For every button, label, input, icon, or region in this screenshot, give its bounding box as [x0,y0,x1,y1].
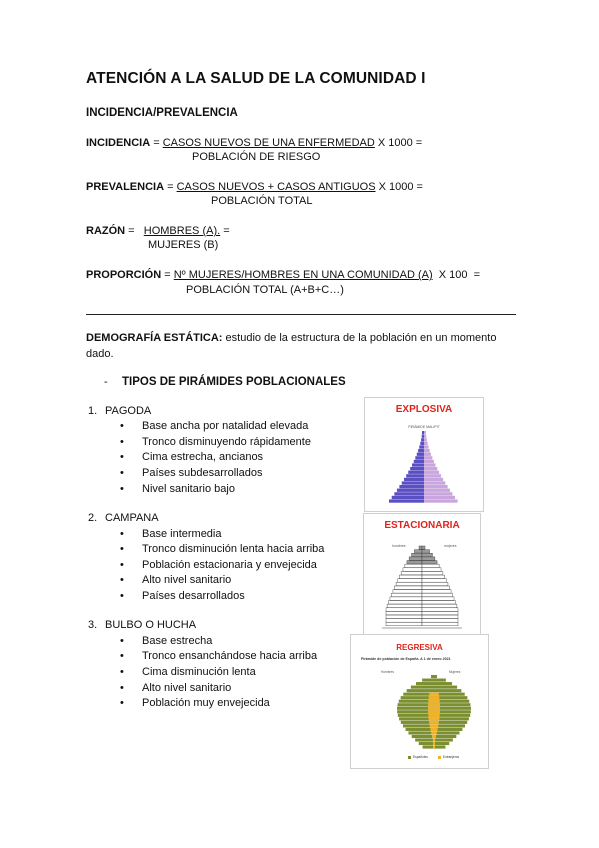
pyramid-bar-foreign [430,728,437,731]
pyramid-bar-male [386,611,422,614]
formula-numerator: Nº MUJERES/HOMBRES EN UNA COMUNIDAD (A) [173,269,433,281]
pyramid-bar-male [401,721,434,724]
bullet-item: • Población estacionaria y envejecida [122,559,317,571]
legend-extranjeros: Extranjeros [443,755,460,759]
legend-swatch-espanoles [408,756,411,759]
pyramid-bar-male [412,735,434,738]
pyramid-bar-female [422,582,448,585]
pyramid-bar-male [389,601,422,604]
pyramid-bar-foreign [428,710,440,713]
equals: = [164,181,177,193]
pyramid-bar-male [399,575,422,578]
pyramid-bar-female [422,608,458,611]
bullet-item: • Países desarrollados [122,590,245,602]
equals: = [150,137,163,149]
pyramid-bar-foreign [429,721,439,724]
pyramid-bar-male [391,593,422,596]
pyramid-bar-male [386,622,422,625]
pyramid-bar-male [392,496,424,499]
pyramid-bar-female [422,597,454,600]
section-heading-incidencia-prevalencia: INCIDENCIA/PREVALENCIA [86,107,238,119]
pyramid-bar-female [424,442,428,445]
pyramid-bar-female [422,586,450,589]
pyramid-bar-male [419,546,422,549]
pyramid-bar-male [419,445,424,448]
pyramid-bar-male [418,449,424,452]
pyramid-bar-foreign [432,735,436,738]
pyramid-bar-male [403,724,434,727]
pyramid-bar-female [422,590,451,593]
formula-numerator: HOMBRES (A). [143,225,221,237]
pyramid-bar-foreign [429,717,440,720]
pyramid-bar-female [422,615,458,618]
pyramid-bar-male [386,619,422,622]
pyramid-bar-female [434,686,457,689]
pyramid-bar-male [401,571,422,574]
pyramid-bar-female [422,557,435,560]
pyramid-bar-female [424,431,426,434]
equals: = [125,225,144,237]
pyramid-bar-male [409,557,422,560]
figure-subtitle: Pirámide de población de España. A 1 de enero 2021 [361,657,451,661]
list-number-1: 1. [88,405,98,417]
pyramid-bar-female [424,460,434,463]
pyramid-bar-female [434,679,446,682]
figure-right-label: mujeres [444,544,457,548]
pyramid-bar-male [407,561,422,564]
pyramid-bar-foreign [428,707,440,710]
list-item-bulbo: BULBO O HUCHA [105,619,197,631]
pyramid-bar-male [393,590,422,593]
pyramid-bar-male [422,435,424,438]
pyramid-bar-female [424,435,426,438]
pyramid-bar-female [434,745,445,748]
pyramid-bar-female [422,619,458,622]
pyramid-bar-male [414,460,424,463]
pagoda-pyramid-image [365,398,483,511]
pyramid-bar-male [389,499,424,502]
bulbo-pyramid-image [351,635,488,768]
formula-tail: X 1000 = [374,137,423,149]
pyramid-bar-female [422,568,441,571]
pyramid-bar-female [424,453,431,456]
pyramid-bar-male [411,686,434,689]
pyramid-bar-male [423,745,434,748]
pyramid-bar-female [424,474,441,477]
pyramid-bar-female [424,456,432,459]
formula-incidencia [86,137,422,149]
pyramid-bar-female [424,481,445,484]
bullet-item: • Población muy envejecida [122,697,270,709]
bullet-item: • Países subdesarrollados [122,467,262,479]
formula-numerator: CASOS NUEVOS + CASOS ANTIGUOS [176,181,376,193]
pyramid-bar-male [431,675,434,678]
pyramid-bar-female [424,478,443,481]
pyramid-bar-male [406,474,424,477]
bullet-item: • Tronco disminución lenta hacia arriba [122,543,324,555]
pyramid-bar-male [415,738,434,741]
pyramid-bar-female [434,675,437,678]
bullet-item: • Alto nivel sanitario [122,682,231,694]
formula-tail: X 100 = [432,269,481,281]
pyramid-bar-female [422,593,453,596]
list-item-campana: CAMPANA [105,512,159,524]
figure-regresiva [350,634,489,769]
pyramid-bar-female [422,550,430,553]
pyramid-bar-female [434,682,452,685]
pyramid-bar-female [424,471,439,474]
pyramid-bar-male [404,478,424,481]
formula-numerator: CASOS NUEVOS DE UNA ENFERMEDAD [162,137,375,149]
pyramid-bar-male [399,485,424,488]
pyramid-bar-male [390,597,422,600]
pyramid-bar-female [434,721,467,724]
figure-left-label: Hombres [381,670,394,674]
pyramid-bar-male [397,489,424,492]
pyramid-bar-male [408,731,434,734]
horizontal-rule [86,314,516,315]
pyramid-bar-female [424,496,455,499]
figure-title: ESTACIONARIA [384,520,460,531]
formula-razon [86,225,230,237]
formula-denominator-prevalencia: POBLACIÓN TOTAL [211,195,313,207]
pyramid-bar-female [422,575,445,578]
equals: = [161,269,174,281]
list-number-3: 3. [88,619,98,631]
pyramid-bar-female [424,467,437,470]
pyramid-bar-foreign [428,703,440,706]
pyramid-bar-male [405,564,422,567]
bullet-item: • Base intermedia [122,528,222,540]
pyramid-bar-male [402,481,424,484]
formula-term: INCIDENCIA [86,137,151,149]
pyramid-bar-male [398,579,422,582]
pyramid-bar-male [396,582,422,585]
pyramid-bar-male [417,453,424,456]
figure-right-label: Mujeres [449,670,461,674]
pyramid-bar-female [434,724,465,727]
legend-espanoles: Españoles [413,755,428,759]
formula-proporcion [86,269,480,281]
bullet-item: • Base estrecha [122,635,212,647]
pyramid-bar-male [422,679,434,682]
pyramid-bar-foreign [429,696,440,699]
pyramid-bar-male [407,689,434,692]
pyramid-bar-female [434,731,460,734]
pyramid-bar-female [424,449,430,452]
pyramid-bar-male [412,463,424,466]
pyramid-bar-foreign [433,738,435,741]
formula-term: RAZÓN [86,225,126,237]
formula-denominator-razon: MUJERES (B) [148,239,219,251]
pyramid-bar-female [422,611,458,614]
pyramid-bar-foreign [429,693,439,696]
pyramid-bar-male [387,604,422,607]
pyramid-bar-female [422,604,457,607]
pyramid-bar-male [414,550,422,553]
pyramid-bar-male [406,728,434,731]
list-item-pagoda: PAGODA [105,405,152,417]
pyramid-bar-male [412,553,422,556]
pyramid-bar-female [424,492,452,495]
formula-prevalencia [86,181,423,193]
demografia-term: DEMOGRAFÍA ESTÁTICA: [86,332,223,344]
figure-caption: PIRÁMIDE MALIPIT [408,425,440,429]
pyramid-bar-female [424,499,458,502]
pyramid-bar-female [422,571,443,574]
formula-tail: X 1000 = [375,181,423,193]
list-number-2: 2. [88,512,98,524]
legend-swatch-extranjeros [438,756,441,759]
demografia-paragraph [86,330,516,362]
pyramid-bar-male [408,471,424,474]
pyramid-bar-male [394,586,422,589]
bullet-item: • Tronco disminuyendo rápidamente [122,436,311,448]
figure-explosiva [364,397,484,512]
bullet-item: • Nivel sanitario bajo [122,483,235,495]
pyramid-bar-male [422,431,424,434]
bullet-item: • Cima disminución lenta [122,666,256,678]
campana-pyramid-image [364,514,480,636]
pyramid-bar-male [410,467,424,470]
pyramid-bar-female [424,489,450,492]
pyramid-bar-male [421,438,424,441]
bullet-item: • Tronco ensanchándose hacia arriba [122,650,317,662]
pyramid-bar-female [422,561,437,564]
pyramid-bar-female [434,735,456,738]
pyramid-bar-female [434,728,462,731]
formula-term: PROPORCIÓN [86,269,162,281]
pyramid-bar-foreign [433,742,435,745]
pyramid-bar-female [424,485,448,488]
bullet-item: • Base ancha por natalidad elevada [122,420,308,432]
pyramid-bar-female [424,438,427,441]
pyramid-bar-female [422,553,432,556]
tipos-heading: TIPOS DE PIRÁMIDES POBLACIONALES [122,376,346,388]
formula-term: PREVALENCIA [86,181,165,193]
pyramid-bar-female [422,622,458,625]
formula-denominator-proporcion: POBLACIÓN TOTAL (A+B+C…) [186,284,344,296]
tipos-dash: - [104,376,108,388]
figure-title: REGRESIVA [396,643,443,652]
pyramid-bar-female [422,601,455,604]
figure-left-label: hombres [392,544,406,548]
pyramid-bar-male [419,742,434,745]
pyramid-bar-foreign [433,745,435,748]
demografia-text: estudio de la estructura de la población en un momento dado. [86,332,497,360]
pyramid-bar-foreign [431,731,437,734]
pyramid-bar-foreign [428,700,439,703]
formula-tail: = [220,225,230,237]
pyramid-bar-female [424,463,436,466]
pyramid-bar-male [415,456,424,459]
pyramid-bar-female [434,689,461,692]
formula-denominator-incidencia: POBLACIÓN DE RIESGO [192,151,321,163]
pyramid-bar-female [422,564,439,567]
pyramid-bar-foreign [428,714,439,717]
bullet-item: • Alto nivel sanitario [122,574,231,586]
pyramid-bar-male [420,442,424,445]
pyramid-bar-male [394,492,424,495]
bullet-item: • Cima estrecha, ancianos [122,451,263,463]
figure-title: EXPLOSIVA [395,404,453,415]
document-title: ATENCIÓN A LA SALUD DE LA COMUNIDAD I [86,70,426,87]
pyramid-bar-male [403,568,422,571]
pyramid-bar-female [422,546,425,549]
pyramid-bar-foreign [430,724,439,727]
pyramid-bar-male [386,615,422,618]
pyramid-bar-male [386,608,422,611]
pyramid-bar-female [424,445,429,448]
pyramid-bar-female [422,579,446,582]
pyramid-bar-female [434,738,453,741]
figure-estacionaria [363,513,481,637]
pyramid-bar-female [434,742,449,745]
pyramid-bar-male [416,682,434,685]
